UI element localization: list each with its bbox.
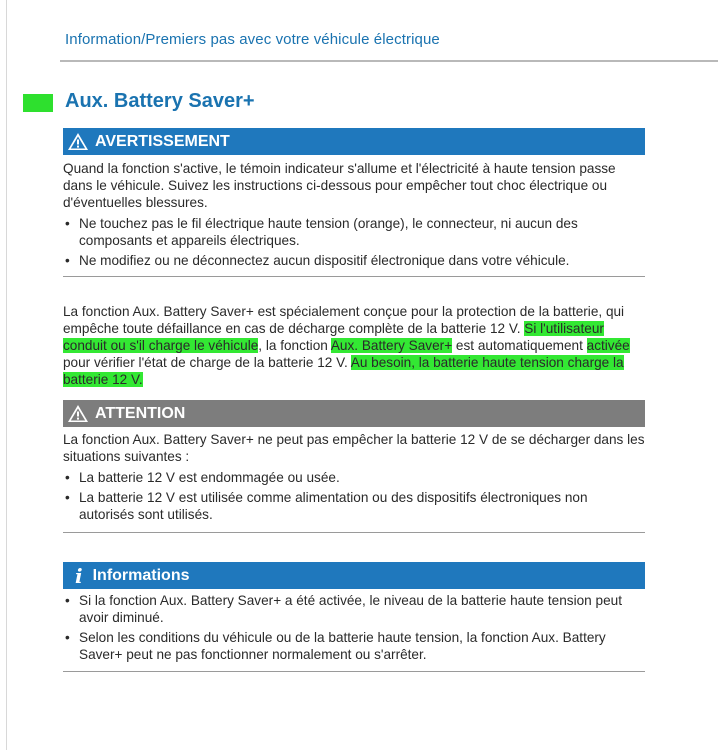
description-text: La fonction Aux. Battery Saver+ est spécialement conçue pour la protection de la batterie, qui empêche toute défaillance en cas de décharge complète de la batterie 12 V. bbox=[63, 304, 625, 336]
warning-banner bbox=[63, 128, 645, 155]
list-item: • La batterie 12 V est endommagée ou usée. bbox=[63, 469, 645, 486]
description-text: pour vérifier l'état de charge de la batterie 12 V. bbox=[63, 355, 351, 370]
attention-list bbox=[63, 469, 645, 523]
list-item: • La batterie 12 V est utilisée comme alimentation ou des dispositifs électroniques non autorisés sont utilisés. bbox=[63, 489, 645, 523]
highlight: Au besoin, la batterie haute tension charge la batterie 12 V. bbox=[63, 355, 624, 387]
divider bbox=[63, 671, 645, 672]
page-title: Aux. Battery Saver+ bbox=[65, 90, 255, 112]
list-item: • Si la fonction Aux. Battery Saver+ a été activée, le niveau de la batterie haute tension peut avoir diminué. bbox=[63, 592, 645, 626]
highlight: Si l'utilisateur conduit ou s'il charge le véhicule bbox=[63, 321, 604, 353]
breadcrumb: Information/Premiers pas avec votre véhicule électrique bbox=[65, 31, 440, 48]
attention-banner bbox=[63, 400, 645, 427]
warning-text: Quand la fonction s'active, le témoin indicateur s'allume et l'électricité à haute tension passe dans le véhicule. Suivez les instructions ci-dessous pour empêcher tout choc électrique ou d'éventuelles blessures. bbox=[63, 161, 616, 210]
warning-triangle-icon bbox=[67, 404, 89, 423]
attention-text: La fonction Aux. Battery Saver+ ne peut pas empêcher la batterie 12 V de se décharger dans les situations suivantes : bbox=[63, 432, 645, 464]
attention-box bbox=[63, 400, 645, 533]
attention-heading: ATTENTION bbox=[95, 404, 186, 422]
highlight: activée bbox=[586, 338, 630, 353]
warning-list bbox=[63, 215, 645, 269]
header-rule bbox=[60, 60, 718, 62]
list-item: • Ne modifiez ou ne déconnectez aucun dispositif électronique dans votre véhicule. bbox=[63, 252, 645, 269]
highlight: Aux. Battery Saver+ bbox=[330, 338, 453, 353]
description-text: est automatiquement bbox=[452, 338, 587, 353]
warning-box bbox=[63, 128, 645, 277]
list-item: • Selon les conditions du véhicule ou de la batterie haute tension, la fonction Aux. Battery Saver+ peut ne pas fonctionner normalement ou s'arrêter. bbox=[63, 629, 645, 663]
info-box bbox=[63, 562, 645, 672]
page-edge bbox=[6, 0, 7, 750]
info-list bbox=[63, 592, 645, 663]
section-marker bbox=[23, 94, 53, 112]
divider bbox=[63, 276, 645, 277]
info-banner bbox=[63, 562, 645, 589]
description-paragraph bbox=[63, 303, 645, 388]
info-icon: i bbox=[75, 563, 83, 588]
warning-heading: AVERTISSEMENT bbox=[95, 132, 230, 150]
info-heading: Informations bbox=[92, 566, 190, 584]
divider bbox=[63, 532, 645, 533]
warning-triangle-icon bbox=[67, 132, 89, 151]
list-item: • Ne touchez pas le fil électrique haute tension (orange), le connecteur, ni aucun des composants et appareils électriques. bbox=[63, 215, 645, 249]
description-text: , la fonction bbox=[258, 338, 331, 353]
